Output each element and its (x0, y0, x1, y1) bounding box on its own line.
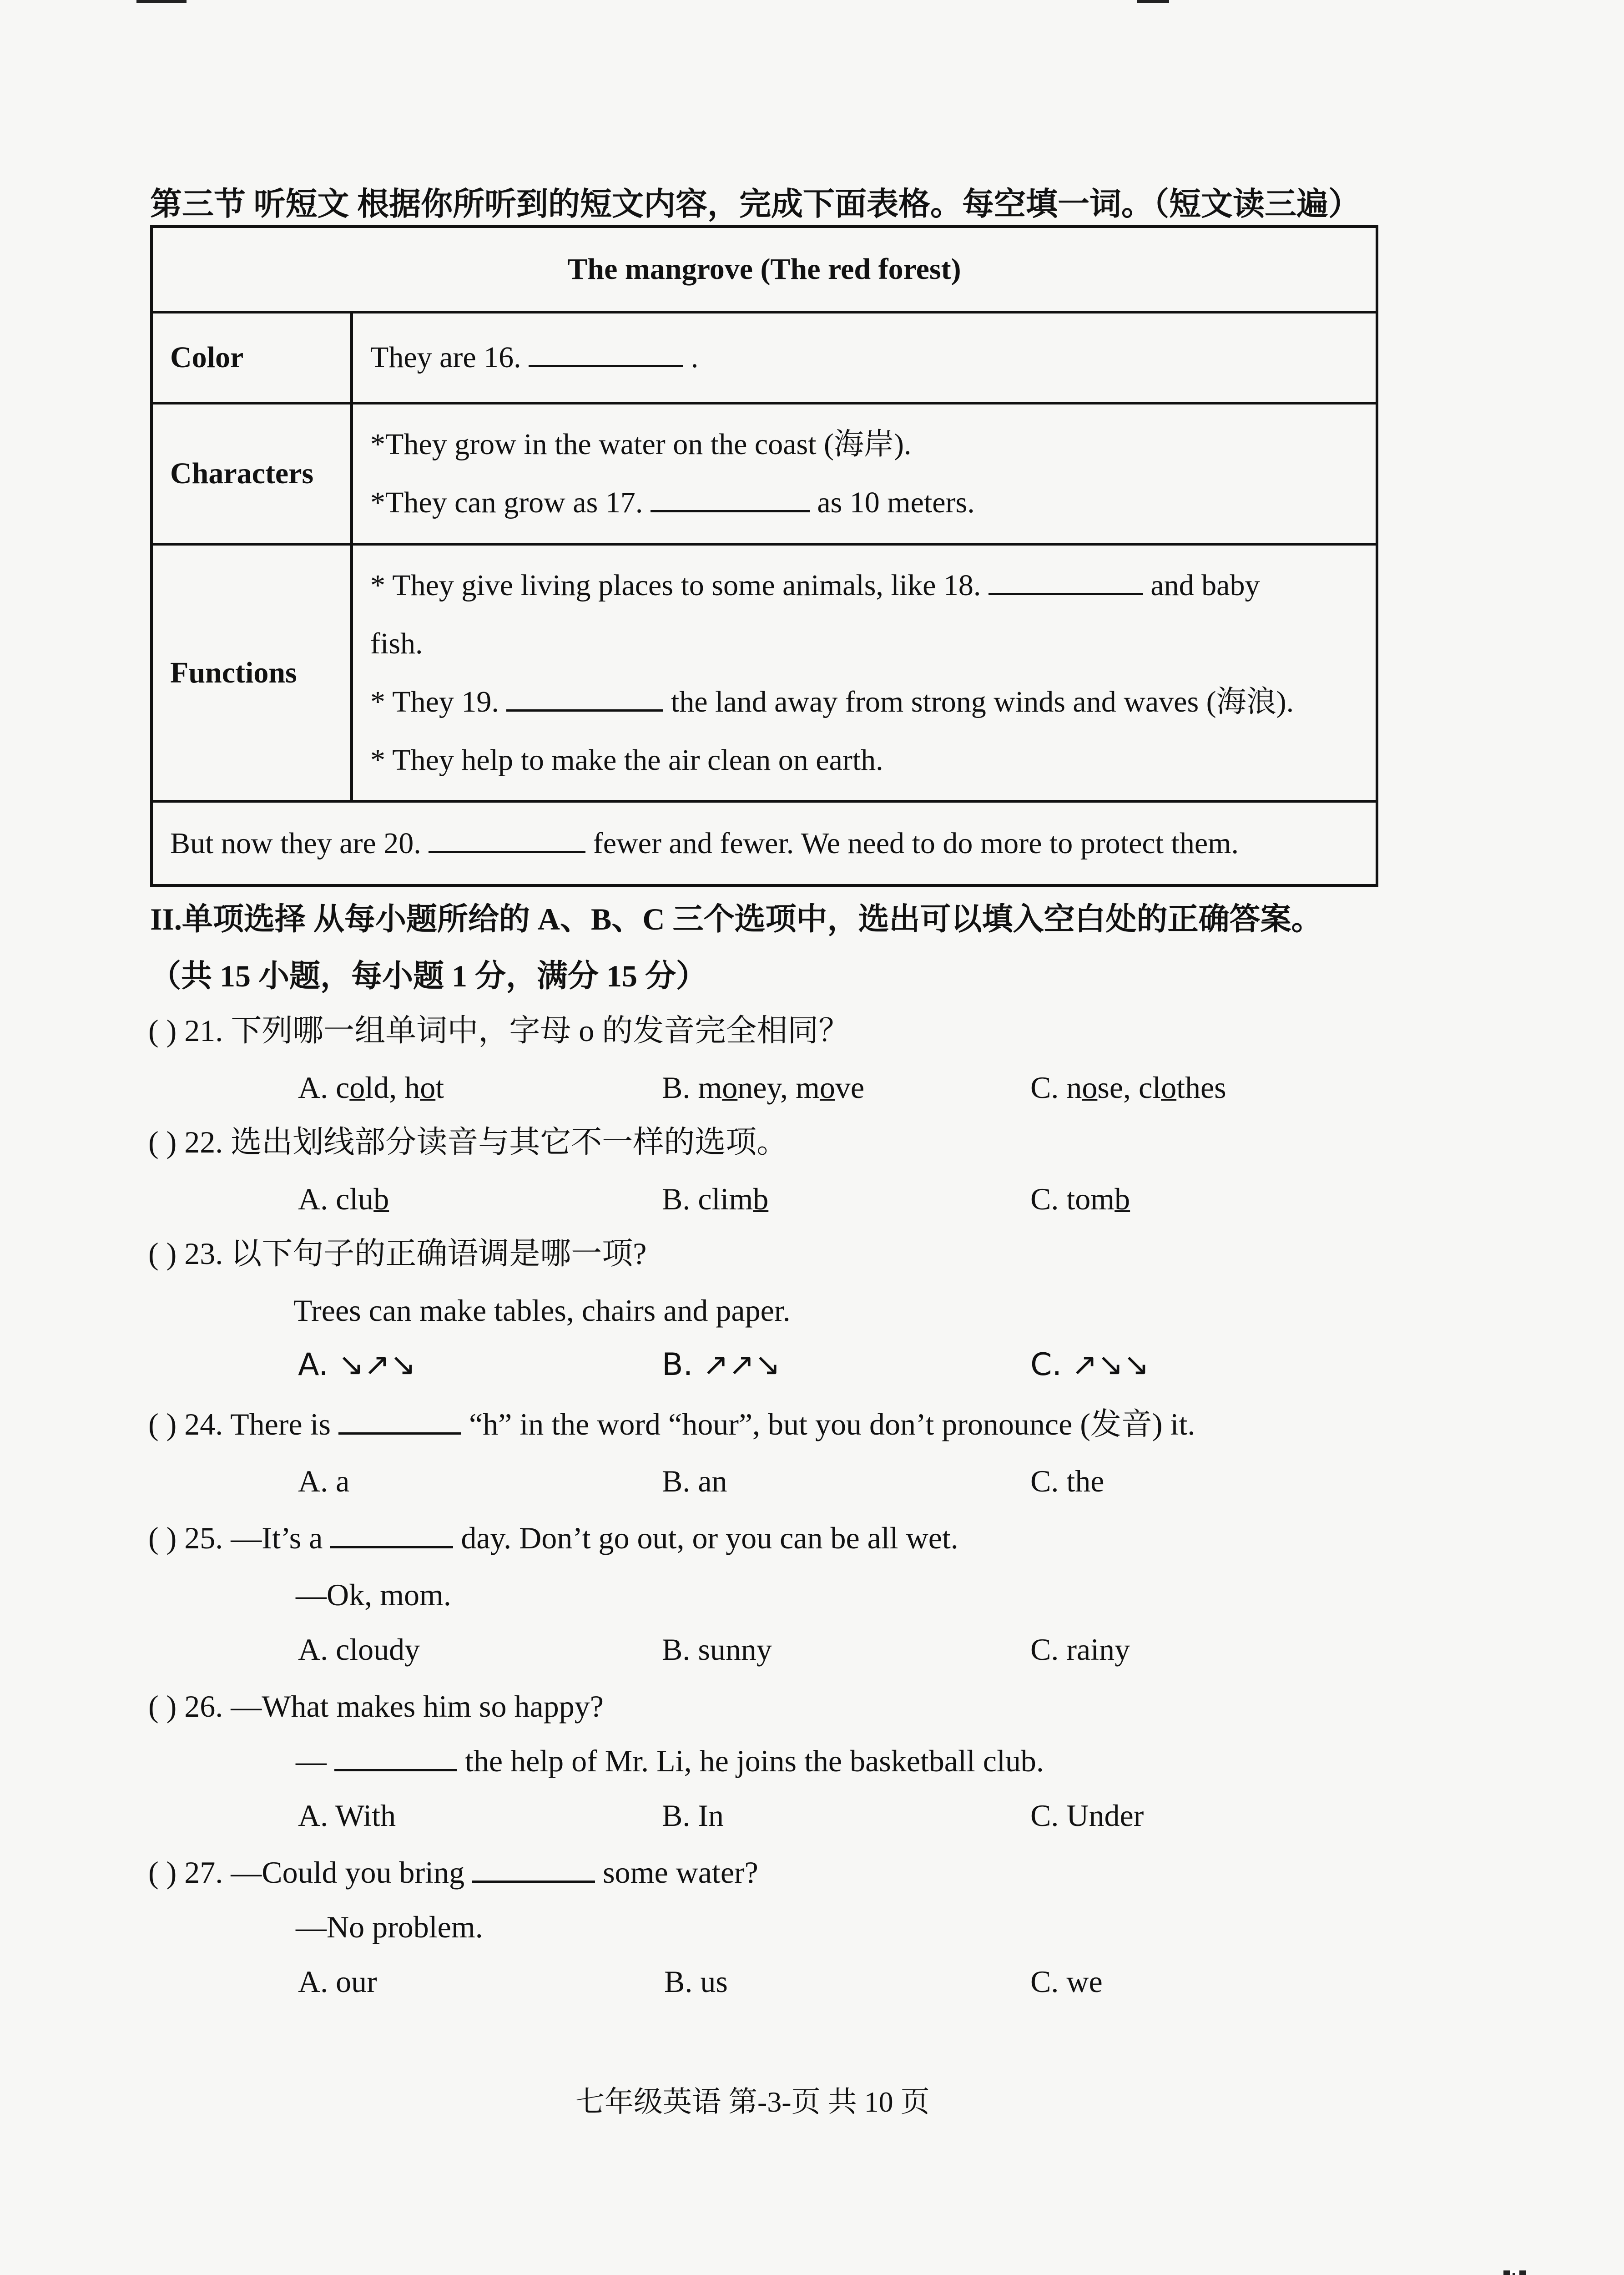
question-24-stem-b: “h” in the word “hour”, but you don’t pronounce (发音) it. (469, 1407, 1195, 1441)
functions-line-1-b: and baby (1150, 568, 1260, 602)
option-22-a[interactable]: A. club (298, 1182, 389, 1216)
scan-edge-left (136, 0, 187, 3)
question-27-stem-b: some water? (603, 1855, 758, 1890)
question-21 (148, 1012, 849, 1049)
option-22-b[interactable]: B. climb (662, 1182, 769, 1216)
functions-line-2-b: the land away from strong winds and waves (海浪). (671, 685, 1294, 718)
blank-17[interactable] (651, 487, 810, 512)
blank-20[interactable] (429, 828, 585, 853)
blank-18[interactable] (989, 570, 1143, 595)
option-24-c[interactable]: C. the (1030, 1464, 1105, 1498)
row-label-color: Color (151, 312, 352, 403)
question-22-stem: 22. 选出划线部分读音与其它不一样的选项。 (184, 1125, 788, 1159)
question-27-stem-a: 27. —Could you bring (184, 1855, 465, 1890)
bottom-row-b: fewer and fewer. We need to do more to protect them. (593, 826, 1239, 860)
section-title: 第三节 听短文 根据你所听到的短文内容，完成下面表格。每空填一词。（短文读三遍） (150, 187, 1360, 222)
question-23-sentence: Trees can make tables, chairs and paper. (293, 1293, 791, 1328)
answer-paren-22[interactable]: ( ) (148, 1125, 177, 1159)
option-25-c[interactable]: C. rainy (1030, 1632, 1130, 1667)
question-23-stem: 23. 以下句子的正确语调是哪一项? (184, 1236, 647, 1271)
question-26-reply-a: — (296, 1744, 327, 1778)
question-25-stem-a: 25. —It’s a (184, 1521, 323, 1555)
characters-line-2 (370, 474, 1362, 532)
row-content-characters (352, 403, 1377, 544)
scan-edge-right (1137, 0, 1169, 3)
option-23-c[interactable]: C. ↗↘↘ (1030, 1347, 1150, 1383)
color-text: They are 16. (370, 341, 521, 374)
option-26-c[interactable]: C. Under (1030, 1798, 1144, 1833)
question-23 (148, 1235, 646, 1272)
part2-heading-2: （共 15 小题，每小题 1 分，满分 15 分） (150, 959, 707, 993)
answer-paren-24[interactable]: ( ) (148, 1407, 177, 1441)
option-21-c[interactable]: C. nose, clothes (1030, 1070, 1226, 1105)
option-27-a[interactable]: A. our (298, 1964, 377, 1999)
question-24 (148, 1406, 1195, 1442)
part2-heading-1: II.单项选择 从每小题所给的 A、B、C 三个选项中，选出可以填入空白处的正确答案。 (150, 902, 1322, 936)
option-22-c[interactable]: C. tomb (1030, 1182, 1130, 1216)
color-period: . (691, 341, 699, 374)
answer-paren-27[interactable]: ( ) (148, 1855, 177, 1890)
functions-line-2-a: * They 19. (370, 685, 499, 718)
answer-paren-25[interactable]: ( ) (148, 1521, 177, 1555)
answer-paren-23[interactable]: ( ) (148, 1236, 177, 1271)
option-21-b[interactable]: B. money, move (662, 1070, 865, 1105)
answer-paren-21[interactable]: ( ) (148, 1013, 177, 1048)
table-bottom-row (151, 801, 1377, 885)
option-27-b[interactable]: B. us (664, 1964, 728, 1999)
option-25-a[interactable]: A. cloudy (298, 1632, 420, 1667)
table-title: The mangrove (The red forest) (151, 227, 1377, 312)
question-25-stem-b: day. Don’t go out, or you can be all wet. (461, 1521, 958, 1555)
option-24-a[interactable]: A. a (298, 1464, 350, 1498)
functions-line-3: * They help to make the air clean on earth. (370, 743, 883, 777)
blank-26[interactable] (334, 1746, 457, 1771)
row-content-color (352, 312, 1377, 403)
characters-line-2-b: as 10 meters. (817, 486, 975, 519)
question-27-reply: —No problem. (296, 1910, 483, 1944)
option-23-b[interactable]: B. ↗↗↘ (662, 1347, 781, 1383)
option-23-a[interactable]: A. ↘↗↘ (298, 1347, 416, 1383)
question-26-reply (296, 1743, 1044, 1779)
question-21-stem: 21. 下列哪一组单词中，字母 o 的发音完全相同？ (184, 1013, 850, 1048)
question-24-stem-a: 24. There is (184, 1407, 331, 1441)
option-27-c[interactable]: C. we (1030, 1964, 1103, 1999)
option-26-b[interactable]: B. In (662, 1798, 724, 1833)
blank-19[interactable] (506, 687, 663, 712)
question-26-reply-b: the help of Mr. Li, he joins the basketball club. (465, 1744, 1044, 1778)
functions-line-1-a: * They give living places to some animals, like 18. (370, 568, 981, 602)
bottom-row-a: But now they are 20. (170, 826, 421, 860)
functions-line-1-cont: fish. (370, 627, 423, 660)
blank-27[interactable] (472, 1858, 595, 1883)
blank-24[interactable] (338, 1410, 461, 1435)
question-25-reply: —Ok, mom. (296, 1577, 451, 1612)
characters-line-1: *They grow in the water on the coast (海岸). (370, 428, 912, 461)
blank-16[interactable] (529, 342, 683, 367)
row-content-functions (352, 544, 1377, 801)
question-27 (148, 1854, 758, 1891)
functions-line-1 (370, 556, 1362, 615)
question-26-stem: 26. —What makes him so happy? (184, 1689, 604, 1724)
question-26 (148, 1688, 604, 1724)
row-label-characters: Characters (151, 403, 352, 544)
functions-line-2 (370, 673, 1362, 731)
characters-line-2-a: *They can grow as 17. (370, 486, 643, 519)
question-22 (148, 1124, 787, 1160)
qr-code-icon (1503, 2270, 1526, 2275)
option-26-a[interactable]: A. With (298, 1798, 396, 1833)
answer-paren-26[interactable]: ( ) (148, 1689, 177, 1724)
option-21-a[interactable]: A. cold, hot (298, 1070, 444, 1105)
option-25-b[interactable]: B. sunny (662, 1632, 772, 1667)
row-label-functions: Functions (151, 544, 352, 801)
option-24-b[interactable]: B. an (662, 1464, 727, 1498)
page-footer: 七年级英语 第-3-页 共 10 页 (575, 2086, 930, 2118)
mangrove-table (150, 225, 1378, 887)
blank-25[interactable] (330, 1523, 453, 1548)
question-25 (148, 1520, 958, 1556)
